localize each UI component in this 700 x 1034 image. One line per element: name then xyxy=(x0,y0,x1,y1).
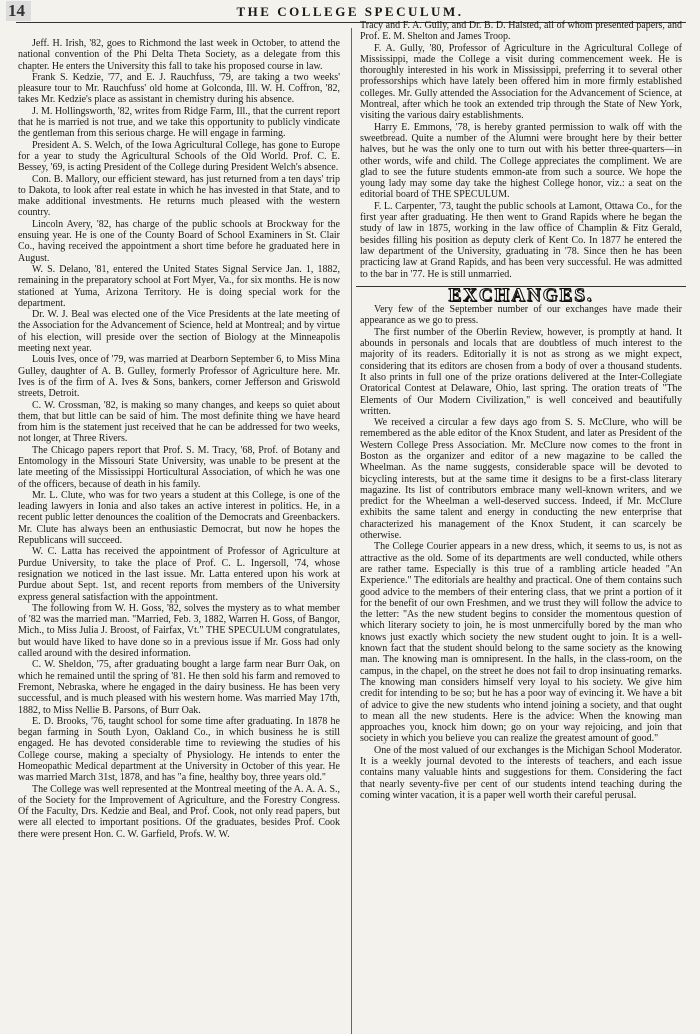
personal-item: J. M. Hollingsworth, '82, writes from Ridge Farm, Ill., that the current report that he is married is not true, and we take this opportunity to publicly vindicate the gentleman from this serious charge. He will engage in farming. xyxy=(18,105,340,140)
personal-item: Harry E. Emmons, '78, is hereby granted permission to walk off with the sweetbread. Quite a number of the Alumni were brought here by their better halves, but he was the only one to turn out with his better three-quarters—in other words, wife and child. The College appreciates the compliment. We are glad to see the future students emmon-ate from such a source. We hope the young lady may some day take the highest College honor, viz.: a seat on the editorial board of THE SPECULUM. xyxy=(360,121,682,201)
personal-item: Tracy and F. A. Gully, and Dr. B. D. Halsted, all of whom presented papers, and Prof. E. M. Shelton and James Troop. xyxy=(360,20,682,43)
personal-item: The following from W. H. Goss, '82, solves the mystery as to what member of '82 was the married man. "Married, Feb. 3, 1882, Warren H. Goss, of Bangor, Mich., to Miss Julia J. Broost, of Fairfax, Vt." THE SPECULUM congratulates, but would have liked to have done so in a previous issue if Mr. Goss had only called around with the desired information. xyxy=(18,602,340,660)
column-divider xyxy=(351,28,352,1034)
personal-item: The College was well represented at the Montreal meeting of the A. A. A. S., of the Society for the Improvement of Agriculture, and the Forestry Congress. Of the Faculty, Drs. Kedzie and Beal, and Prof. Cook, not only read papers, but were all elected to important positions. Of the graduates, besides Prof. Cook there were present Hon. C. W. Garfield, Profs. W. W. xyxy=(18,783,340,840)
personal-item: W. S. Delano, '81, entered the United States Signal Service Jan. 1, 1882, remaining in the preparatory school at Fort Myer, Va., for six months. He is now stationed at Yuma, Arizona Territory. He is doing special work for the department. xyxy=(18,263,340,309)
personal-item: F. L. Carpenter, '73, taught the public schools at Lamont, Ottawa Co., for the first year after graduating. He then went to Grand Rapids where he began the study of law in 1875, working in the law office of Champlin & Fitz Gerald, besides filling his position as deputy clerk of Kent Co. In 1877 he entered the law department of the University, graduating in '78. Since then he has been practicing law at Grand Rapids, and has been very successful. He was admitted to the bar in '77. He is still unmarried. xyxy=(360,200,682,280)
personal-item: The Chicago papers report that Prof. S. M. Tracy, '68, Prof. of Botany and Entomology in the Missouri State University, was unable to be present at the late meeting of the Mississippi Horticultural Association, of which he was one of the officers, because of death in his family. xyxy=(18,444,340,490)
personal-item: C. W. Crossman, '82, is making so many changes, and keeps so quiet about them, that but little can be said of him. The most definite thing we have heard from him is the statement just received that he can be addressed for two weeks, not longer, at Three Rivers. xyxy=(18,399,340,445)
personal-item: Dr. W. J. Beal was elected one of the Vice Presidents at the late meeting of the Association for the Advancement of Science, held at Montreal; and by virtue of his election, will preside over the section of Biology at the Minneapolis meeting next year. xyxy=(18,309,340,355)
exchange-item: The first number of the Oberlin Review, however, is promptly at hand. It abounds in personals and locals that are doubtless of much interest to the majority of its readers. Editorially it is not as strong as we might expect, considering that its editors are chosen from a body of over a thousand students. It also prints in full one of the prize orations delivered at the Inter-Collegiate Oratorical Contest at Delaware, Ohio, last spring. The oration treats of "The Elements of Our Modern Civilization," is well conceived and beautifully written. xyxy=(360,326,682,417)
right-column xyxy=(360,20,682,801)
exchange-item: We received a circular a few days ago from S. S. McClure, who will be remembered as the able editor of the Knox Student, and later as President of the Western College Press Association. Mr. McClure now comes to the front in Boston as the organizer and editor of a new magazine to be called the Wheelman. As the name suggests, considerable space will be devoted to bicycling interests, but at the same time it designs to be a first-class literary magazine. Its list of contributors embrace many well-known writers, and we predict for the Wheelman a well-deserved success. Indeed, if Mr. McClure exhibits the same talent and energy in conducting the new enterprise that characterized his management of the Knox Student, it can scarcely be otherwise. xyxy=(360,417,682,542)
personal-item: Mr. L. Clute, who was for two years a student at this College, is one of the leading lawyers in Ionia and also takes an active interest in politics. He, in a recent public letter denounces the coalition of the Democrats and Greenbackers. Mr. Clute has always been an enthusiastic Democrat, but now he hopes the Republicans will succeed. xyxy=(18,489,340,547)
page-number: 14 xyxy=(6,1,31,21)
exchanges-heading: EXCHANGES. xyxy=(448,284,594,306)
running-header: THE COLLEGE SPECULUM. xyxy=(236,4,464,19)
exchange-item: Very few of the September number of our exchanges have made their appearance as we go to press. xyxy=(360,304,682,327)
personal-item: Lincoln Avery, '82, has charge of the public schools at Brockway for the ensuing year. He is one of the County Board of School Examiners in St. Clair Co., having received the appointment a short time before he graduated here in August. xyxy=(18,218,340,264)
exchange-item: The College Courier appears in a new dress, which, it seems to us, is not as attractive as the old. Some of its departments are well conducted, while others are rather tame. Especially is this true of a rambling article headed "An Experience." The editorials are healthy and practical. One of them contains such good advice to the members of their entering class, that we print a portion of it for the benefit of our own Freshmen, and we trust they will follow the advice to the letter: "As the new student begins to consider the momentous question of which literary society to join, he is most unmercifully bored by the man who knows just exactly which society the new student ought to join. It is a well-known fact that the student should belong to the same society as the knowing man. The knowing man is omnipresent. In the halls, in the class-room, on the campus, in the chapel, on the street he does not fail to drop insinuating remarks. The knowing man considers himself very loyal to his society. We give him credit for intending to be so; but he has a poor way of evincing it. We have a bit of advice to give the new students who intend joining a society, and that ought to mean all the new students. Here is the advice: When the knowing man approaches you, knock him down; go on your way rejoicing, and join that society in which you believe you can realize the greatest amount of good." xyxy=(360,541,682,745)
left-column xyxy=(18,38,340,840)
personal-item: C. W. Sheldon, '75, after graduating bought a large farm near Burr Oak, on which he remained until the spring of '81. He then sold his farm and removed to Fremont, Nebraska, where he engaged in the dairy business. He has been very successful, and is much pleased with his western home. Was married May 17th, 1882, to Miss Nellie B. Parsons, of Burr Oak. xyxy=(18,659,340,716)
personal-item: E. D. Brooks, '76, taught school for some time after graduating. In 1878 he began farming in South Lyon, Oakland Co., in which business he is still engaged. He has devoted considerable time to reviewing the studies of his College course, making a specialty of Physiology. He intends to enter the Homeopathic Medical department at the University in October of this year. He was married March 31st, 1878, and has "a fine, healthy boy, three years old." xyxy=(18,715,340,784)
personal-item: Louis Ives, once of '79, was married at Dearborn September 6, to Miss Mina Gulley, daughter of A. B. Gulley, formerly Professor of Agriculture here. Mr. Ives is of the firm of A. Ives & Sons, bankers, corner Jefferson and Griswold streets, Detroit. xyxy=(18,354,340,400)
personal-item: Con. B. Mallory, our efficient steward, has just returned from a ten days' trip to Dakota, to look after real estate in which he has invested in that State, and to make additional investments. He returns much pleased with the western country. xyxy=(18,173,340,219)
personal-item: W. C. Latta has received the appointment of Professor of Agriculture at Purdue University, to take the place of Prof. C. L. Ingersoll, '74, whose resignation we noticed in the last issue. Mr. Latta entered upon his work at Purdue about Sept. 1st, and recent reports from members of the University express general satisfaction with the appointment. xyxy=(18,546,340,603)
personal-item: President A. S. Welch, of the Iowa Agricultural College, has gone to Europe for a year to study the Agricultural Schools of the Old World. Prof. C. E. Bessey, '69, is acting President of the College during President Welch's absence. xyxy=(18,139,340,174)
personal-item: F. A. Gully, '80, Professor of Agriculture in the Agricultural College of Mississippi, made the College a visit during commencement week. He is thoroughly interested in his work in Mississippi, preferring it to several other professorships which have lately been offered him in more firmly established colleges. Mr. Gully attended the Association for the Advancement of Science, at Montreal, after which he took an extended trip through the State of New York, visiting the various dairy establishments. xyxy=(360,42,682,122)
personal-item: Jeff. H. Irish, '82, goes to Richmond the last week in October, to attend the national convention of the Phi Delta Theta Society, as a delegate from this chapter. He enters the University this fall to take his proposed course in law. xyxy=(18,38,340,72)
exchange-item: One of the most valued of our exchanges is the Michigan School Moderator. It is a weekly journal devoted to the interests of teachers, and each issue contains many valuable hints and suggestions for them. Considering the fact that nearly seventy-five per cent of our students intend teaching during the coming winter vacation, it is a paper well worth their careful perusal. xyxy=(360,744,682,801)
personal-item: Frank S. Kedzie, '77, and E. J. Rauchfuss, '79, are taking a two weeks' pleasure tour to Mr. Rauchfuss' old home at Golconda, Ill. W. H. Coffron, '82, takes Mr. Kedzie's place as assistant in chemistry during his absence. xyxy=(18,71,340,106)
